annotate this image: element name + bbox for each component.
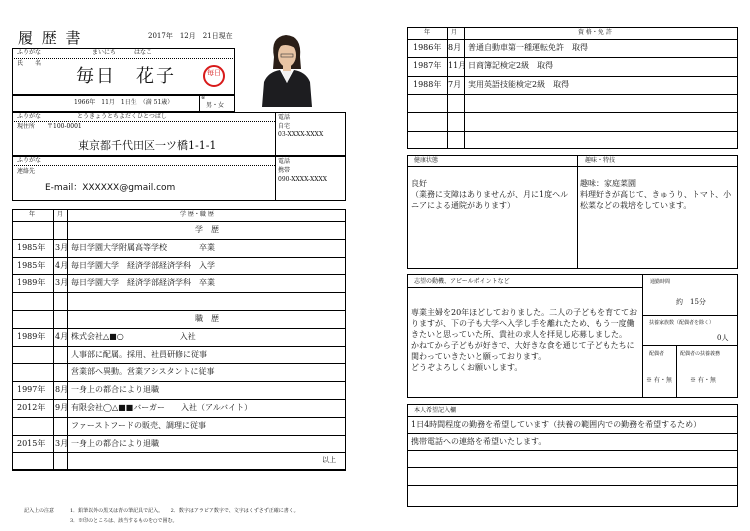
contact-phone-label: 電話 bbox=[278, 158, 291, 165]
history-year: 1985年 bbox=[17, 243, 46, 252]
license-entry: 日商簿記検定2級 取得 bbox=[468, 61, 554, 70]
license-year: 1987年 bbox=[413, 61, 442, 70]
seal-stamp bbox=[203, 65, 225, 87]
license-year: 1986年 bbox=[413, 43, 442, 52]
note-1: 1．鉛筆以外の黒又は青の筆記具で記入。 2．数字はアラビア数字で、文字はくずさず正確に書く。 bbox=[70, 508, 299, 514]
mobile-phone: 090-XXXX-XXXX bbox=[278, 176, 328, 183]
history-entry: 一身上の都合により退職 bbox=[71, 385, 159, 394]
history-month: 4月 bbox=[55, 332, 69, 341]
history-head-content: 学 歴・職 歴 bbox=[180, 211, 214, 218]
history-month: 9月 bbox=[55, 403, 69, 412]
hobby-label: 趣味・特技 bbox=[585, 157, 616, 164]
applicant-name: 毎日 花子 bbox=[76, 66, 176, 87]
history-entry: 営業部へ異動。営業アシスタントに従事 bbox=[71, 367, 215, 376]
hobby-text: 趣味：家庭菜園 料理好きが高じて、きゅうり、トマト、小松菜などの栽培をしています。 bbox=[580, 179, 732, 210]
spouse-support-value: ※ 有・無 bbox=[690, 377, 716, 384]
license-year: 1988年 bbox=[413, 80, 442, 89]
license-entry: 実用英語技能検定2級 取得 bbox=[468, 80, 570, 89]
history-entry: 毎日学園大学附属高等学校 卒業 bbox=[71, 243, 215, 252]
history-year: 2015年 bbox=[17, 439, 46, 448]
license-month: 7月 bbox=[448, 80, 462, 89]
sex-mark: ※ bbox=[201, 95, 206, 101]
history-entry: 有限会社◯△■■バーガー 入社（アルバイト） bbox=[71, 403, 253, 412]
home-label: 自宅 bbox=[278, 123, 291, 130]
history-year: 2012年 bbox=[17, 403, 46, 412]
motivation-label: 志望の動機、アピールポイントなど bbox=[414, 278, 510, 285]
request-label: 本人希望記入欄 bbox=[414, 407, 457, 414]
name-label: 氏 名 bbox=[17, 60, 42, 67]
address-furigana-label: ふりがな bbox=[17, 113, 42, 120]
commute-value: 約 15分 bbox=[676, 298, 706, 306]
sex-choice: 男・女 bbox=[206, 102, 225, 109]
history-entry: 一身上の都合により退職 bbox=[71, 439, 159, 448]
history-month: 8月 bbox=[55, 385, 69, 394]
contact-furigana-label: ふりがな bbox=[17, 157, 42, 164]
furigana-label: ふりがな bbox=[17, 49, 42, 56]
health-text: 良好 （業務に支障はありませんが、月に1度ヘルニアによる通院があります） bbox=[411, 179, 569, 210]
request-line-1: 1日4時間程度の勤務を希望しています（扶養の範囲内での勤務を希望するため） bbox=[411, 420, 702, 429]
spouse-label: 配偶者 bbox=[649, 351, 665, 357]
history-entry: 人事部に配属。採用、社員研修に従事 bbox=[71, 350, 207, 359]
license-head-year: 年 bbox=[424, 29, 431, 36]
commute-label: 通勤時間 bbox=[650, 279, 671, 285]
license-month: 8月 bbox=[448, 43, 462, 52]
license-month: 11月 bbox=[448, 61, 467, 70]
history-month: 3月 bbox=[55, 243, 69, 252]
history-year: 1985年 bbox=[17, 261, 46, 270]
history-entry: 毎日学園大学 経済学部経済学科 入学 bbox=[71, 261, 215, 270]
history-section-title: 職 歴 bbox=[195, 314, 219, 323]
dependents-value: 0人 bbox=[717, 334, 729, 342]
phone-label: 電話 bbox=[278, 114, 291, 121]
note-2: 3．※印のところは、該当するものを○で囲む。 bbox=[70, 518, 178, 524]
history-entry: ファーストフードの販売、調理に従事 bbox=[71, 421, 206, 430]
health-hobby-box bbox=[407, 155, 738, 269]
spouse-support-label: 配偶者の扶養義務 bbox=[680, 351, 721, 357]
history-year: 1989年 bbox=[17, 278, 46, 287]
history-month: 3月 bbox=[55, 439, 69, 448]
birth-date: 1966年 11月 1日生 （満 51歳） bbox=[74, 99, 174, 106]
name-kana: まいにち はなこ bbox=[92, 49, 153, 56]
history-section-title: 学 歴 bbox=[195, 225, 219, 234]
license-head-content: 資 格・免 許 bbox=[578, 29, 612, 36]
end-mark: 以上 bbox=[322, 456, 336, 464]
history-year: 1989年 bbox=[17, 332, 46, 341]
history-entry: 株式会社△■○ 入社 bbox=[71, 332, 196, 341]
page-title: 履 歴 書 bbox=[18, 29, 83, 47]
history-head-year: 年 bbox=[29, 211, 36, 218]
history-entry: 毎日学園大学 経済学部経済学科 卒業 bbox=[71, 278, 215, 287]
mobile-label: 携帯 bbox=[278, 167, 291, 174]
date-current: 2017年 12月 21日現在 bbox=[148, 32, 233, 40]
motivation-text: 専業主婦を20年ほどしておりました。二人の子どもを育てておりますが、下の子も大学へ入学し手を離れたため、もう一度働きたいと思っていた所、貴社の求人を拝見し応募しました。 かねてから子どもが好きで、大好きな食を通じて子どもたちに関わっていきたいと願っております。 どうぞよろしくお願いします。 bbox=[411, 308, 638, 372]
health-label: 健康状態 bbox=[414, 157, 439, 164]
request-line-2: 携帯電話への連絡を希望いたします。 bbox=[411, 437, 547, 446]
history-year: 1997年 bbox=[17, 385, 46, 394]
postal-code: 〒100-0001 bbox=[47, 123, 82, 130]
contact-label: 連絡先 bbox=[17, 168, 36, 175]
spouse-value: ※ 有・無 bbox=[646, 377, 672, 384]
license-head-month: 月 bbox=[451, 29, 458, 36]
home-phone: 03-XXXX-XXXX bbox=[278, 131, 324, 138]
applicant-photo bbox=[258, 27, 315, 107]
address-label: 現住所 bbox=[17, 123, 36, 130]
seal-text: 毎日 bbox=[207, 69, 221, 77]
address: 東京都千代田区一ツ橋1-1-1 bbox=[78, 139, 217, 152]
email: E-mail：XXXXXX@gmail.com bbox=[45, 183, 176, 193]
license-entry: 普通自動車第一種運転免許 取得 bbox=[468, 43, 588, 52]
dependents-label: 扶養家族数（配偶者を除く） bbox=[649, 320, 715, 326]
history-month: 4月 bbox=[55, 261, 69, 270]
address-kana: とうきょうとちよだくひとつばし bbox=[77, 113, 167, 120]
history-head-month: 月 bbox=[57, 211, 64, 218]
note-label: 記入上の注意 bbox=[24, 508, 55, 514]
history-month: 3月 bbox=[55, 278, 69, 287]
